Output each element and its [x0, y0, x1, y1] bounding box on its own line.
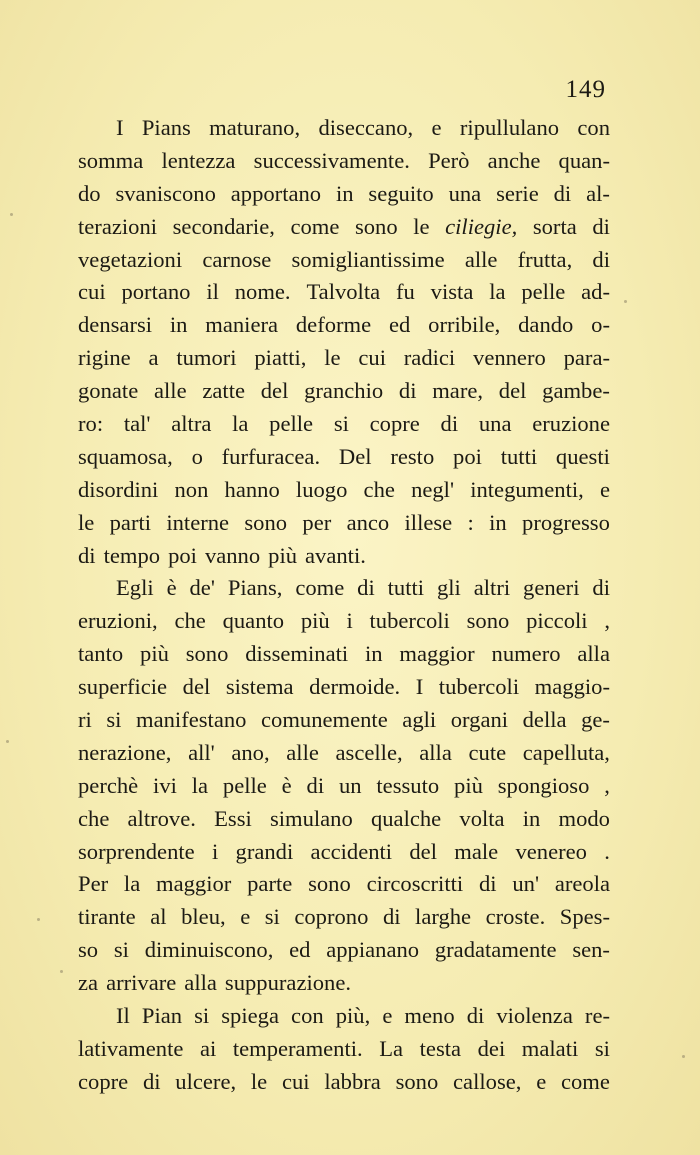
word: più [268, 542, 298, 568]
word: accidenti [310, 838, 393, 864]
word: dei [477, 1035, 506, 1061]
word: squamosa, [78, 443, 173, 469]
word: con [577, 115, 610, 140]
word: ro: [78, 411, 104, 437]
paper-speck [37, 918, 40, 921]
word: carnose [202, 246, 272, 272]
text-line [78, 540, 610, 573]
word: e [536, 1068, 547, 1094]
word: somma [78, 147, 144, 173]
word: al- [586, 180, 610, 206]
word: dando [518, 312, 574, 338]
word: di [553, 180, 572, 206]
word: una [448, 180, 482, 206]
word: ed [289, 937, 311, 963]
word: come [290, 213, 340, 239]
word: , [604, 608, 610, 634]
word: di [78, 542, 96, 568]
word: pelle [269, 411, 314, 437]
text-line [78, 145, 610, 178]
word: che [78, 805, 110, 831]
word: ascelle, [335, 739, 403, 765]
word: I [415, 674, 424, 700]
word: spongioso [497, 772, 590, 798]
word: Pians, [227, 575, 283, 601]
word: labbra [324, 1068, 381, 1094]
word: zatte [202, 378, 245, 404]
word: ai [199, 1035, 217, 1061]
word: tumori [176, 345, 237, 371]
word: maggio- [534, 674, 610, 700]
word: per [302, 509, 332, 535]
word: spiega [221, 1003, 279, 1029]
word: si [106, 707, 122, 733]
text-line [78, 967, 610, 1000]
text-line [78, 605, 610, 638]
text-line [78, 770, 610, 803]
word: di [466, 1003, 485, 1029]
word: nome. [234, 279, 291, 305]
text-line [78, 474, 610, 507]
word: si [333, 411, 349, 437]
word: più [454, 772, 483, 798]
word: in [364, 641, 383, 667]
text-line [78, 934, 610, 967]
text-line [78, 671, 610, 704]
word: La [379, 1035, 404, 1061]
word: quan- [558, 147, 610, 173]
word: interne [166, 509, 230, 535]
word: do [78, 180, 101, 206]
word: le [324, 345, 341, 371]
word: larghe [415, 904, 472, 930]
word: diseccano, [318, 115, 414, 140]
word: nerazione, [78, 739, 172, 765]
word: e [240, 904, 251, 930]
word: tubercoli [438, 674, 520, 700]
word: sistema [225, 674, 294, 700]
word: all' [188, 739, 215, 765]
word: mare, [432, 378, 484, 404]
word: di [398, 378, 417, 404]
word: copre [369, 411, 420, 437]
word: tubercoli [369, 608, 450, 634]
word: progresso [522, 509, 610, 535]
paper-speck [682, 1055, 685, 1058]
word: maggior [156, 871, 232, 897]
word: parte [247, 871, 293, 897]
word: le [78, 509, 95, 535]
word: la [232, 411, 249, 437]
word: . [604, 838, 610, 864]
word: Essi [214, 805, 252, 831]
word: superficie [78, 674, 168, 700]
word: dermoide. [309, 674, 401, 700]
word: malati [521, 1035, 579, 1061]
word: eruzione [532, 411, 610, 437]
word: sono [185, 641, 229, 667]
word: del [182, 674, 211, 700]
word: sorprendente [78, 838, 195, 864]
word: con [291, 1003, 324, 1029]
text-line [78, 868, 610, 901]
text-line [78, 737, 610, 770]
word: del [260, 378, 289, 404]
word: Pian [141, 1003, 183, 1029]
word: Del [338, 443, 372, 469]
word: successivamente. [253, 147, 410, 173]
word: come [560, 1068, 610, 1094]
word: apportano [230, 180, 322, 206]
word: in [522, 805, 541, 831]
word: gonate [78, 378, 139, 404]
text-line [78, 112, 610, 145]
word: i [346, 608, 353, 634]
word: e [382, 1003, 393, 1029]
word: a [148, 345, 159, 371]
word: che [174, 608, 206, 634]
word: la [489, 279, 506, 305]
word: alle [153, 378, 187, 404]
word: altri [473, 575, 511, 601]
word: vanno [204, 542, 261, 568]
word: disseminati [245, 641, 349, 667]
word: resto [390, 443, 435, 469]
word: gambe- [542, 378, 610, 404]
word: maggior [399, 641, 475, 667]
word: orribile, [428, 312, 501, 338]
word: frutta, [517, 246, 573, 272]
text-line [78, 803, 610, 836]
word: grandi [235, 838, 294, 864]
word: si [264, 904, 280, 930]
word: anco [346, 509, 390, 535]
word: terazioni [78, 213, 158, 239]
word: Il [116, 1003, 130, 1029]
word: illese [404, 509, 453, 535]
word: ge- [581, 707, 610, 733]
word: altrove. [127, 805, 196, 831]
word: un' [512, 871, 540, 897]
word: di [592, 246, 610, 272]
word: appianano [326, 937, 420, 963]
text-line [78, 704, 610, 737]
word: seguito [368, 180, 434, 206]
word: si [113, 937, 129, 963]
word: le [413, 213, 430, 239]
word: i [211, 838, 219, 864]
word: Però [428, 147, 470, 173]
word: piatti, [254, 345, 307, 371]
paper-speck [624, 300, 627, 303]
paper-speck [10, 213, 13, 216]
word: poi [453, 443, 482, 469]
word: e [431, 115, 442, 140]
word: questi [555, 443, 610, 469]
word: perchè [78, 772, 139, 798]
text-line [78, 309, 610, 342]
word: serie [496, 180, 539, 206]
word: ripullulano [459, 115, 560, 140]
text-line [78, 507, 610, 540]
word: di [357, 575, 375, 601]
word: piccoli [526, 608, 588, 634]
word: circoscritti [366, 871, 464, 897]
word: cui [358, 345, 386, 371]
text-line [78, 244, 610, 277]
word: avanti. [305, 542, 366, 568]
word: le [250, 1068, 268, 1094]
word: del [498, 378, 527, 404]
word: tirante [78, 904, 136, 930]
word: lentezza [161, 147, 236, 173]
word: furfuracea. [221, 443, 321, 469]
text-line [78, 1033, 610, 1066]
word: Egli [116, 575, 154, 601]
word: sono [466, 608, 510, 634]
word: volta [459, 805, 505, 831]
word: il [206, 279, 219, 305]
paper-speck [60, 970, 63, 973]
word: anche [487, 147, 541, 173]
word: della [522, 707, 567, 733]
word: luogo [295, 476, 348, 502]
word: tessuto [376, 772, 440, 798]
word: modo [558, 805, 610, 831]
word: gradatamente [434, 937, 557, 963]
word: ivi [153, 772, 177, 798]
word: Per [78, 871, 109, 897]
word: sono [354, 213, 398, 239]
word: bleu, [181, 904, 226, 930]
text-line [78, 572, 610, 605]
text-line [78, 901, 610, 934]
word: agli [402, 707, 437, 733]
text-line [78, 211, 610, 244]
word: in [169, 312, 188, 338]
word: si [194, 1003, 210, 1029]
word: di [142, 1068, 161, 1094]
word: si [594, 1035, 610, 1061]
word: vegetazioni [78, 246, 183, 272]
text-line [78, 1000, 610, 1033]
word: ed [388, 312, 411, 338]
word: cute [468, 739, 507, 765]
word: za [78, 970, 99, 996]
word: tanto [78, 641, 124, 667]
word: alla [419, 739, 452, 765]
word: diminuiscono, [144, 937, 274, 963]
word: so [78, 937, 99, 963]
word: disordini [78, 476, 159, 502]
word: di [592, 575, 610, 601]
word: o- [591, 312, 610, 338]
word: fu [396, 279, 415, 305]
word: gli [436, 575, 461, 601]
word: in [335, 180, 354, 206]
word: cui [78, 279, 106, 305]
word: un [338, 772, 362, 798]
word: testa [419, 1035, 462, 1061]
word: altra [171, 411, 212, 437]
body-text [78, 112, 610, 1099]
word: di [382, 904, 401, 930]
word: in [489, 509, 507, 535]
word: manifestano [136, 707, 247, 733]
word: di [592, 213, 610, 239]
word: più [140, 641, 169, 667]
word: di [306, 772, 325, 798]
text-line [78, 1066, 610, 1099]
text-line [78, 638, 610, 671]
word: arrivare [106, 970, 177, 996]
word: alle [286, 739, 319, 765]
word: vennero [473, 345, 546, 371]
word: callose, [453, 1068, 522, 1094]
word: tutti [387, 575, 425, 601]
word: somigliantissime [291, 246, 445, 272]
word: sono [244, 509, 288, 535]
word: più [300, 608, 330, 634]
word: ulcere, [175, 1068, 237, 1094]
word: tempo [103, 542, 161, 568]
word: è [166, 575, 177, 601]
word: è [281, 772, 292, 798]
word: svaniscono [115, 180, 216, 206]
word: secondarie, [172, 213, 275, 239]
word: del [409, 838, 437, 864]
word: temperamenti. [232, 1035, 363, 1061]
word: e [599, 476, 610, 502]
word: sono [308, 871, 351, 897]
word: male [454, 838, 499, 864]
word: venereo [515, 838, 587, 864]
word: simulano [269, 805, 353, 831]
word: eruzioni, [78, 608, 158, 634]
word: sono [395, 1068, 439, 1094]
word: quanto [222, 608, 285, 634]
word: più, [335, 1003, 371, 1029]
word: rigine [78, 345, 131, 371]
word: granchio [304, 378, 384, 404]
text-line [78, 375, 610, 408]
text-line [78, 178, 610, 211]
word: coprono [294, 904, 369, 930]
word: non [174, 476, 209, 502]
word: ri [78, 707, 92, 733]
word: tal' [123, 411, 151, 437]
word: integumenti, [470, 476, 584, 502]
word: comunemente [261, 707, 388, 733]
word: pelle [222, 772, 267, 798]
word: radici [403, 345, 456, 371]
page-number: 149 [565, 76, 606, 103]
word: alle [464, 246, 498, 272]
word: areola [554, 871, 610, 897]
word: di [440, 411, 459, 437]
word: tutti [500, 443, 538, 469]
text-line [78, 342, 610, 375]
word: hanno [224, 476, 280, 502]
word: alla [184, 970, 217, 996]
word: di [478, 871, 497, 897]
word: qualche [370, 805, 442, 831]
word: vista [430, 279, 474, 305]
word: parti [109, 509, 152, 535]
italic-word: ciliegie, [445, 213, 518, 239]
word: la [123, 871, 141, 897]
word: copre [78, 1068, 129, 1094]
word: maniera [205, 312, 279, 338]
word: Spes- [559, 904, 610, 930]
word: para- [563, 345, 610, 371]
word: ad- [581, 279, 610, 305]
word: che [363, 476, 395, 502]
word: numero [491, 641, 561, 667]
word: ano, [231, 739, 270, 765]
text-line [78, 408, 610, 441]
word: una [478, 411, 512, 437]
paper-speck [6, 740, 9, 743]
word: deforme [295, 312, 372, 338]
word: o [191, 443, 203, 469]
word: pelle [521, 279, 566, 305]
word: re- [584, 1003, 610, 1029]
text-line [78, 276, 610, 309]
word: portano [121, 279, 191, 305]
text-line [78, 441, 610, 474]
word: croste. [485, 904, 546, 930]
word: Pians [141, 115, 191, 140]
word: come [295, 575, 345, 601]
word: Talvolta [306, 279, 381, 305]
word: cui [281, 1068, 310, 1094]
word: organi [450, 707, 509, 733]
word: poi [168, 542, 197, 568]
word: al [150, 904, 167, 930]
word: sorta [532, 213, 577, 239]
word: suppurazione. [224, 970, 352, 996]
word: I [116, 115, 124, 140]
word: , [604, 772, 610, 798]
word: sen- [572, 937, 610, 963]
word: violenza [496, 1003, 573, 1029]
word: : [467, 509, 474, 535]
word: alla [577, 641, 610, 667]
word: la [191, 772, 209, 798]
word: de' [189, 575, 215, 601]
word: meno [404, 1003, 455, 1029]
word: generi [523, 575, 580, 601]
word: negl' [411, 476, 455, 502]
text-line [78, 836, 610, 869]
word: maturano, [209, 115, 301, 140]
word: capelluta, [522, 739, 610, 765]
word: densarsi [78, 312, 153, 338]
word: lativamente [78, 1035, 184, 1061]
